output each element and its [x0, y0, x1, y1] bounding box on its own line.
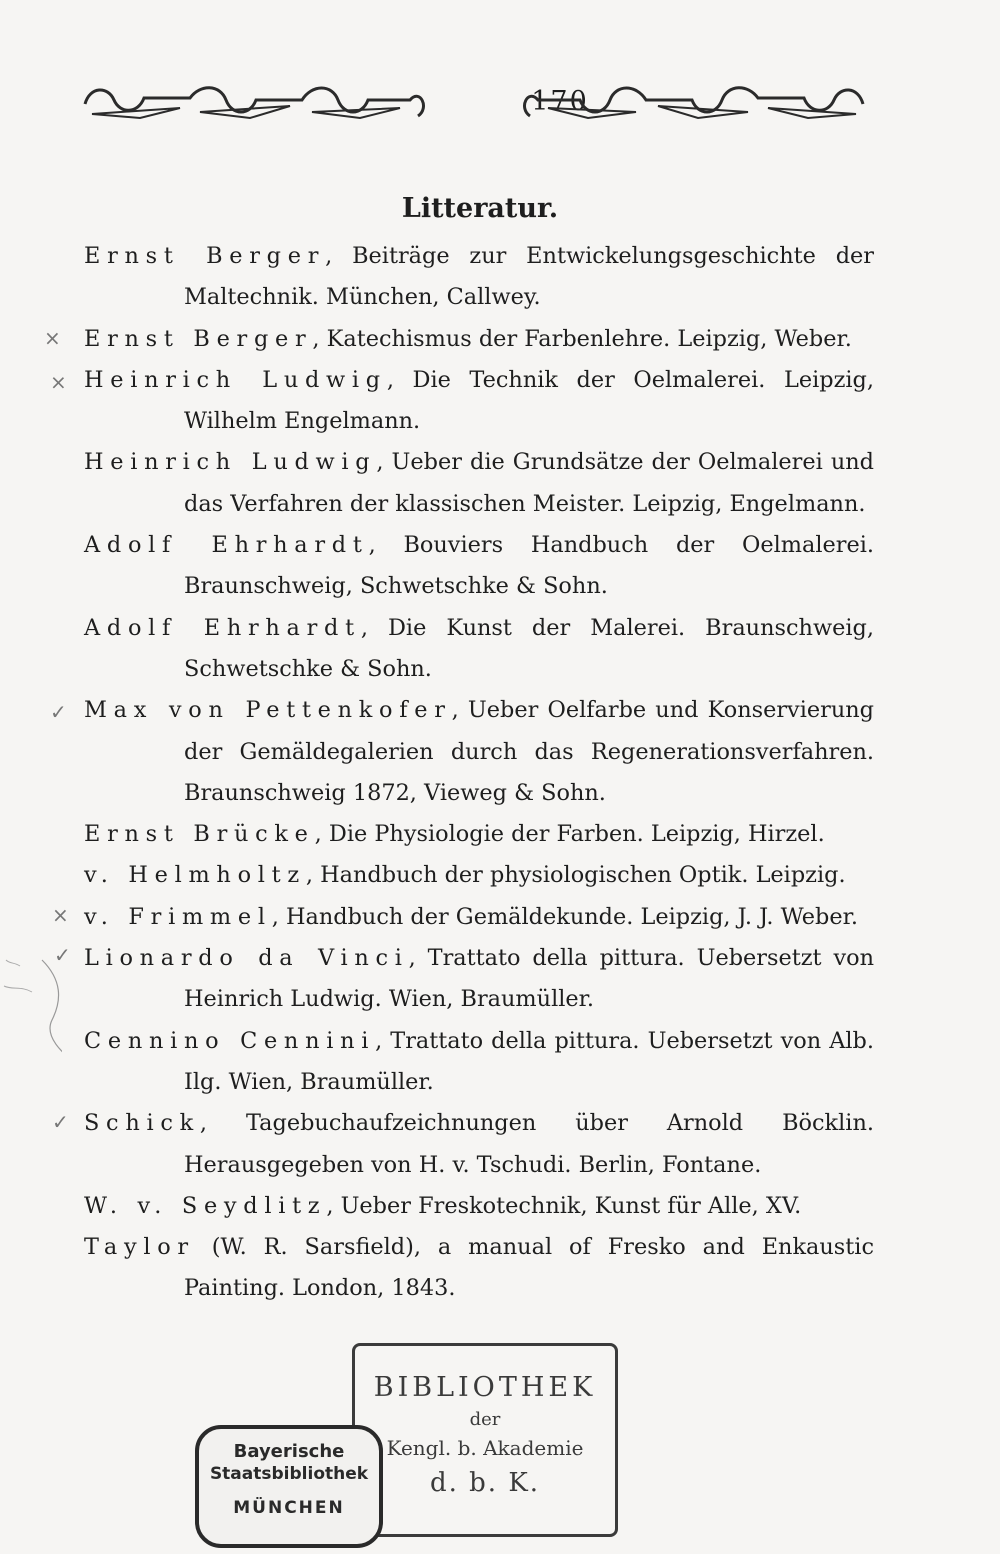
entry-author: Heinrich Ludwig [84, 366, 387, 393]
pencil-check-icon: ✓ [52, 1110, 69, 1134]
library-stamp-bibliothek [352, 1343, 618, 1537]
stamp-line: der [469, 1409, 501, 1430]
entry-text: , Katechismus der Farbenlehre. Leipzig, Weber. [312, 325, 852, 352]
list-item [84, 608, 874, 691]
entry-author: Adolf Ehrhardt [84, 614, 361, 641]
entry-author: Cennino Cennini [84, 1027, 376, 1054]
pencil-bracket-icon [2, 940, 62, 1080]
library-stamp-bayerische [195, 1425, 383, 1548]
list-item [84, 897, 874, 938]
entry-text: , Trattato della pittura. Uebersetzt von Alb. Ilg. Wien, Braumüller. [184, 1027, 874, 1095]
pencil-check-icon: ✓ [50, 700, 67, 724]
entry-text: , Beiträge zur Entwickelungsgeschichte der Maltechnik. München, Callwey. [184, 243, 874, 311]
list-item [84, 1227, 874, 1310]
entry-text: , Handbuch der Gemäldekunde. Leipzig, J. J. Weber. [271, 903, 858, 930]
entry-text: , Ueber die Grundsätze der Oelmalerei und das Verfahren der klassischen Meister. Leipzig, Engelmann. [184, 449, 874, 517]
entry-author: Ernst Berger [84, 243, 326, 269]
list-item [84, 690, 874, 814]
list-item [84, 855, 874, 896]
entry-text: , Bouviers Handbuch der Oelmalerei. Braunschweig, Schwetschke & Sohn. [184, 532, 874, 600]
entry-author: Taylor [84, 1234, 195, 1261]
entry-author: Schick [84, 1110, 200, 1137]
entry-author: Heinrich Ludwig [84, 449, 377, 476]
entry-text: , Handbuch der physiologischen Optik. Leipzig. [305, 862, 846, 889]
list-item [84, 1103, 874, 1186]
page-number: 170 [531, 86, 589, 117]
stamp-line: Staatsbibliothek [209, 1464, 369, 1484]
entry-text: , Die Kunst der Malerei. Braunschweig, Schwetschke & Sohn. [184, 614, 874, 682]
pencil-cross-icon: ⨯ [50, 370, 67, 394]
entry-text: , Trattato della pittura. Uebersetzt von Heinrich Ludwig. Wien, Braumüller. [184, 945, 874, 1013]
pencil-check-icon: ✓ [54, 943, 71, 967]
left-ornament-icon [80, 78, 430, 130]
list-item [84, 319, 874, 360]
list-item [84, 1021, 874, 1104]
entry-text: , Ueber Freskotechnik, Kunst für Alle, XV. [326, 1192, 802, 1219]
page-header [80, 78, 870, 130]
pencil-cross-icon: × [44, 326, 61, 350]
list-item [84, 938, 874, 1021]
list-item [84, 442, 874, 525]
stamp-line: d. b. K. [429, 1468, 541, 1498]
list-item [84, 525, 874, 608]
stamp-line: BIBLIOTHEK [373, 1372, 597, 1403]
stamp-line: MÜNCHEN [233, 1498, 345, 1518]
list-item [84, 814, 874, 855]
entry-text: , Die Technik der Oelmalerei. Leipzig, Wilhelm Engelmann. [184, 366, 874, 435]
entry-text: , Tagebuchaufzeichnungen über Arnold Böcklin. Herausgegeben von H. v. Tschudi. Berlin, Fontane. [184, 1110, 874, 1178]
entry-text: (W. R. Sarsfield), a manual of Fresko and Enkaustic Painting. London, 1843. [184, 1234, 874, 1302]
entry-text: , Ueber Oelfarbe und Konservierung der Gemäldegalerien durch das Regenerationsverfahren. Braunschweig 1872, Vieweg & Sohn. [184, 697, 874, 806]
entry-author: v. Helmholtz [84, 862, 306, 889]
list-item [84, 360, 874, 443]
list-item [84, 1186, 874, 1227]
entry-author: v. Frimmel [84, 903, 272, 930]
entry-author: Ernst Brücke [84, 821, 315, 848]
stamp-line: Kengl. b. Akademie [386, 1436, 584, 1460]
pencil-cross-icon: × [52, 903, 69, 927]
entry-author: Ernst Berger [84, 325, 313, 352]
list-item [84, 236, 874, 319]
entry-author: W. v. Seydlitz [84, 1192, 327, 1219]
right-ornament-icon [518, 78, 868, 130]
bibliography-list [84, 236, 874, 1310]
entry-author: Lionardo da Vinci [84, 945, 409, 972]
stamp-line: Bayerische [233, 1441, 345, 1462]
entry-author: Adolf Ehrhardt [84, 532, 369, 559]
entry-author: Max von Pettenkofer [84, 697, 452, 724]
entry-text: , Die Physiologie der Farben. Leipzig, Hirzel. [314, 821, 825, 848]
page-title: Litteratur. [401, 193, 559, 224]
